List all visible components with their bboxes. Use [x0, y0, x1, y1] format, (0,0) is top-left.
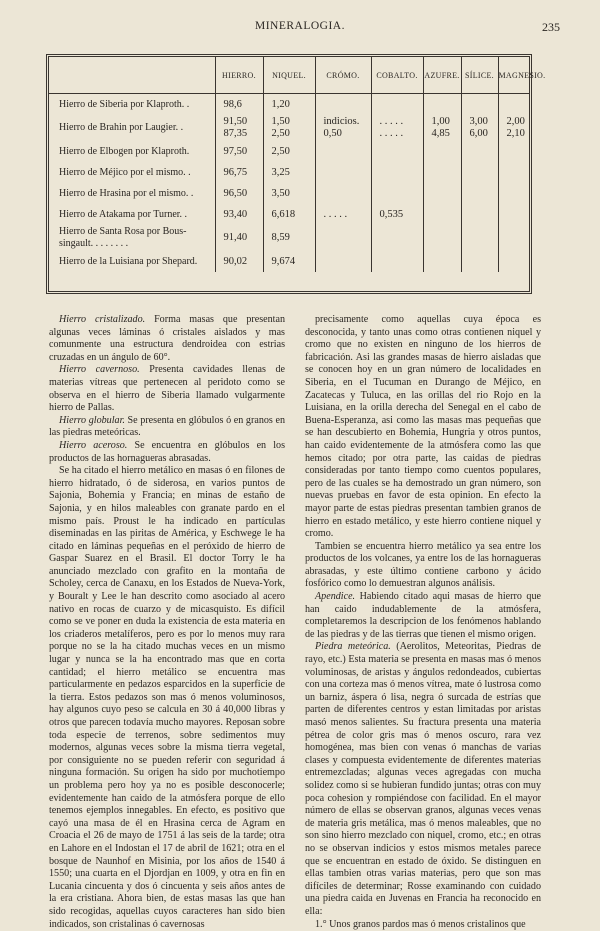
table-cell: 2,00 2,10	[498, 115, 529, 141]
table-cell: 8,59	[263, 225, 315, 251]
table-cell: 0,535	[371, 204, 423, 225]
table-cell	[315, 225, 371, 251]
table-cell	[498, 204, 529, 225]
table-header-row	[49, 57, 529, 94]
row-label: Hierro de Siberia por Klaproth. .	[49, 94, 215, 116]
table-body	[49, 94, 529, 273]
table-cell: 91,40	[215, 225, 263, 251]
column-header: AZUFRE.	[423, 57, 461, 94]
row-label: Hierro de Santa Rosa por Bous- singault. . . . . . . .	[49, 225, 215, 251]
paragraph	[305, 919, 541, 931]
column-header	[49, 57, 215, 94]
paragraph	[49, 465, 285, 931]
table-cell	[423, 251, 461, 272]
row-label: Hierro de Méjico por el mismo. .	[49, 162, 215, 183]
table-cell	[461, 162, 498, 183]
table-cell	[498, 183, 529, 204]
paragraph	[49, 364, 285, 414]
table-cell	[461, 183, 498, 204]
paragraph-text: Se ha citado el hierro metálico en masas ó en filones de hierro hidratado, ó de siderosa, en varios puntos de Sajonia, Bohemia y Francia; en minas de estaño de Sajonia, y en hilos maleables con granate pardo en el mismo país. Proust le ha indicado en partículas diseminadas en las piritas de América, y Eschwege le ha citado en láminas pequeñas en el peróxido de hierro de Gaspar Suarez en el Brasil. El doctor Torry le ha anunciado mezclado con grafito en la montaña de Scholey, cerca de Canaxu, en los Estados de Nueva-York, y Bouralt y Lee le han descrito como asociado al acero nativo en rocas de cuarzo y de micasquisto. Es difícil como se ve poner en duda la existencia de esta materia en los criaderos metalíferos, pero es por lo menos muy rara porque no se la ha citado muchas veces en un mismo lugar y nunca se la ha encontrado mas que en corta cantidad; el hierro metálico se encuentra mas particularmente en pedazos esparcidos en la superficie de la tierra. Estos pedazos son mas ó menos voluminosos, hay algunos cuyo peso se calcula en 30 á 40,000 libras y otros que parecen todavía mucho mayores. Reposan sobre toda especie de terrenos, sobre sedimentos muy modernos, algunas veces sobre la misma tierra vegetal, por consiguiente no se pueden referir con seguridad á ninguna formación. Su origen ha sido por muchotiempo un problema pero hoy ya no es posible desconocerle; evidentemente han caido de la atmósfera porque de ello tenemos ejemplos innegables. En efecto, es positivo que cayó una masa de él en Hrasina cerca de Agram en Croacia el 26 de mayo de 1751 á las seis de la tarde; otra en Lahore en el Indostan el 17 de abril de 1621; otra en el bosque de Naunhof en Misinia, por los años de 1540 á 1550; una cuarta en el Djordjan en 1009, y otra en fin en Lucania cincuenta y dos ó cincuenta y seis años antes de la era cristiana. Ahora bien, de estas masas las que han sido recogidas, aquellas cuyos caracteres han sido bien indicados, son cristalinas ó cavernosas	[49, 465, 285, 929]
table-cell	[498, 162, 529, 183]
row-label: Hierro de Elbogen por Klaproth.	[49, 141, 215, 162]
table-cell: 96,50	[215, 183, 263, 204]
page-header	[0, 20, 600, 36]
table-cell: . . . . .	[315, 204, 371, 225]
page-number: 235	[542, 20, 560, 35]
table-row	[49, 94, 529, 116]
table-cell	[371, 94, 423, 116]
paragraph-term: Hierro globular.	[59, 415, 125, 426]
table-row	[49, 225, 529, 251]
table-cell	[498, 94, 529, 116]
paragraph-term: Hierro aceroso.	[59, 440, 127, 451]
mineral-composition-table	[46, 54, 532, 294]
table-cell	[371, 225, 423, 251]
paragraph-text: Presenta cavidades llenas de materias vítreas que pertenecen al peridoto como se observa en el hierro de Siberia llamado vulgarmente hierro de Pallas.	[49, 364, 285, 413]
table-cell: 3,00 6,00	[461, 115, 498, 141]
paragraph-text: precisamente como aquellas cuya época es desconocida, y tanto unas como otras contienen niquel y cromo que no existen en ninguno de los hierros de fabricación. Asi las grandes masas de hierro aisladas que se conocen hoy en un gran número de localidades en Siberia, en el Tucuman en Durango de Méjico, en Zacatecas y Tuluca, en las orillas del rio Rojo en la Luisiana, en la orilla derecha del Senegal en el cabo de Buena-Esperanza, asi como las masas mas pequeñas que se han descubierto en Bohemia, Hungria y otros puntos, han caido evidentemente de la atmósfera como las que hemos citado; por otra parte, las caidas de piedras consideradas por tanto tiempo como cuentos populares, pero de las cuales se ha demostrado un gran número, son nuevas pruebas en favor de esta opinion. En efecto la mayor parte de estas piedras presentan tambien granos de hierro en estado metálico, y este hierro contiene niquel y cromo.	[305, 314, 541, 539]
paragraph-text: 1.° Unos granos pardos mas ó menos cristalinos que	[315, 919, 526, 930]
table-row	[49, 115, 529, 141]
table-cell	[461, 251, 498, 272]
column-header: NIQUEL.	[263, 57, 315, 94]
table-cell	[498, 251, 529, 272]
table-cell	[371, 162, 423, 183]
column-header: MAGNESIO.	[498, 57, 529, 94]
table-cell	[315, 141, 371, 162]
running-head: MINERALOGIA.	[0, 20, 600, 32]
table-cell: 96,75	[215, 162, 263, 183]
paragraph	[305, 591, 541, 641]
table-cell	[498, 225, 529, 251]
row-label: Hierro de Atakama por Turner. .	[49, 204, 215, 225]
table-cell	[423, 94, 461, 116]
table-cell: 6,618	[263, 204, 315, 225]
body-text	[49, 314, 541, 906]
table-row	[49, 141, 529, 162]
paragraph	[305, 541, 541, 591]
table-cell	[461, 141, 498, 162]
column-header: HIERRO.	[215, 57, 263, 94]
table-cell	[315, 183, 371, 204]
paragraph-text: (Aerolitos, Meteoritas, Piedras de rayo, etc.) Esta materia se presenta en masas mas ó menos voluminosas, de aristas y ángulos redondeados, cubiertas con una corteza mas ó menos vítrea, mate ó lustrosa como un barniz, áspera ó lisa, negra ó surcada de estrías que parten de diferentes centros y estan limitadas por aristas masó menos salientes. Su fractura presenta una materia pétrea de color gris mas ó menos oscuro, rara vez homogénea, mas bien con venas ó manchas de varias clases y compuesta evidentemente de diferentes materias entremezcladas; algunas veces agregadas con mucha solidez como si se hubieran fundido juntas; otras con muy poca cohesion y rompiéndose con facilidad. En el mayor número de ellas se observan granos, algunas veces venas de materia gris metálica, mas ó menos maleables, que no son sino hierro mezclado con niquel, cromo, etc.; en otras no se observan indicios y estos mismos metales parece que se encuentran en estado de óxido. Se distinguen en ellas tambien otras varias materias, pero que son mas difíciles de determinar; Rosse examinando con cuidado una piedra caida en Juvenas en Francia ha reconocido en ella:	[305, 641, 541, 916]
column-header: SÍLICE.	[461, 57, 498, 94]
table-cell: 98,6	[215, 94, 263, 116]
table-cell	[423, 225, 461, 251]
paragraph-term: Apendice.	[315, 591, 355, 602]
table-cell: 1,20	[263, 94, 315, 116]
table-cell	[461, 225, 498, 251]
table-cell	[423, 183, 461, 204]
left-column	[49, 314, 285, 906]
table-cell: 1,00 4,85	[423, 115, 461, 141]
paragraph	[305, 641, 541, 918]
paragraph-term: Piedra meteórica.	[315, 641, 391, 652]
table-cell: 91,50 87,35	[215, 115, 263, 141]
table-cell: 2,50	[263, 141, 315, 162]
table-cell	[371, 141, 423, 162]
table-cell: 3,25	[263, 162, 315, 183]
paragraph	[49, 415, 285, 440]
table-cell: 90,02	[215, 251, 263, 272]
table-row	[49, 251, 529, 272]
paragraph-text: Forma masas que presentan algunas veces láminas ó cristales aislados y mas comunmente una estructura dendroidea con estrias cruzadas en un ángulo de 60°.	[49, 314, 285, 363]
table-cell	[461, 204, 498, 225]
right-column	[305, 314, 541, 906]
table-cell: 93,40	[215, 204, 263, 225]
table-cell	[315, 251, 371, 272]
paragraph	[49, 314, 285, 364]
paragraph	[305, 314, 541, 541]
table-cell	[371, 183, 423, 204]
table-cell	[315, 162, 371, 183]
table-cell: . . . . . . . . . .	[371, 115, 423, 141]
table-cell: 97,50	[215, 141, 263, 162]
paragraph	[49, 440, 285, 465]
row-label: Hierro de Brahin por Laugier. .	[49, 115, 215, 141]
table-cell	[423, 141, 461, 162]
table-cell	[461, 94, 498, 116]
table-cell: 3,50	[263, 183, 315, 204]
row-label: Hierro de la Luisiana por Shepard.	[49, 251, 215, 272]
table-cell	[423, 162, 461, 183]
table-cell: indicios. 0,50	[315, 115, 371, 141]
paragraph-text: Tambien se encuentra hierro metálico ya sea entre los productos de los volcanes, ya entre los de las hornagueras abrasadas, y este último contiene carbono y ácido fosfórico como lo demuestran algunos análisis.	[305, 541, 541, 590]
paragraph-term: Hierro cavernoso.	[59, 364, 140, 375]
table-cell	[423, 204, 461, 225]
table-cell: 1,50 2,50	[263, 115, 315, 141]
table-row	[49, 204, 529, 225]
paragraph-text: Se encuentra en glóbulos en los productos de las hornagueras abrasadas.	[49, 440, 285, 464]
column-header: CRÓMO.	[315, 57, 371, 94]
table-cell	[498, 141, 529, 162]
table-row	[49, 162, 529, 183]
table-cell	[315, 94, 371, 116]
paragraph-text: Se presenta en glóbulos ó en granos en las piedras meteóricas.	[49, 415, 285, 439]
paragraph-text: Habiendo citado aqui masas de hierro que han caido indudablemente de la atmósfera, completaremos la descripcion de los fenómenos hablando de las piedras y de las tierras que tienen el mismo origen.	[305, 591, 541, 640]
table-cell	[371, 251, 423, 272]
table-cell: 9,674	[263, 251, 315, 272]
column-header: COBALTO.	[371, 57, 423, 94]
paragraph-term: Hierro cristalizado.	[59, 314, 145, 325]
row-label: Hierro de Hrasina por el mismo. .	[49, 183, 215, 204]
table-row	[49, 183, 529, 204]
